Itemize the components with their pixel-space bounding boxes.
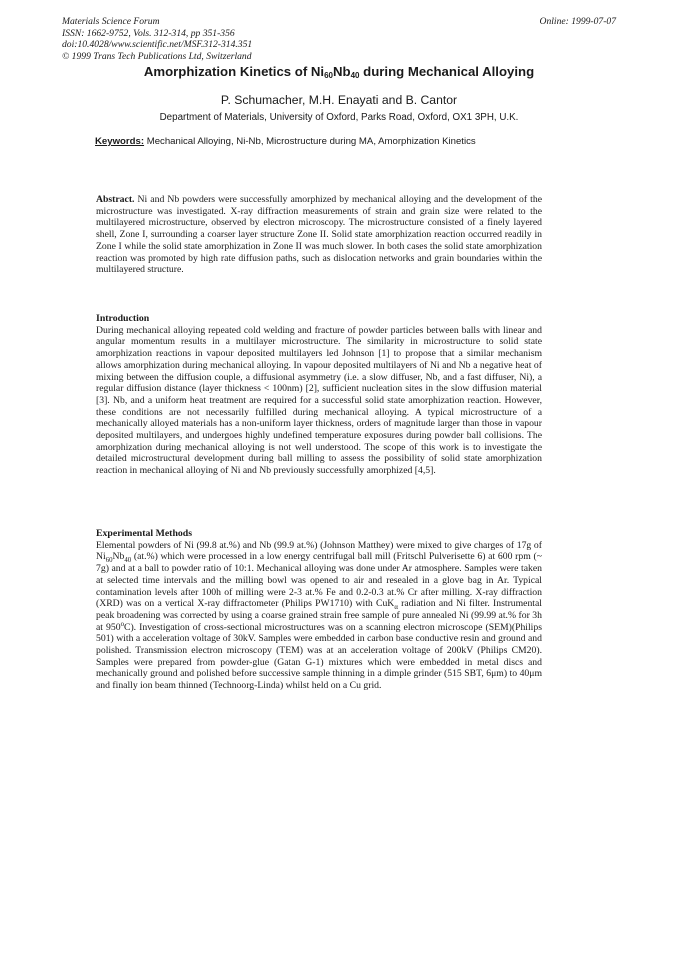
doi-line: doi:10.4028/www.scientific.net/MSF.312-314.351: [62, 39, 253, 51]
journal-header: [62, 16, 622, 62]
experimental-text: [96, 540, 542, 692]
abstract-paragraph: [96, 194, 542, 276]
paper-title: [0, 64, 678, 79]
issn-line: ISSN: 1662-9752, Vols. 312-314, pp 351-356: [62, 27, 235, 39]
exp-subscript: α: [394, 604, 398, 612]
introduction-text: During mechanical alloying repeated cold welding and fracture of powder particles between balls with linear and angular momentum results in a multilayer microstructure. The similarity in microstructure to solid state amorphization reactions in vapour deposited multilayers led Johnson [1] to propose that a similar mechanism allows amorphization during mechanical alloying. In vapour deposited multilayers of Ni and Nb a negative heat of mixing between the diffusion couple, a diffusional asymmetry (i.e. a slow diffuser, Nb, and a fast diffuser, Ni), a regular diffusion distance (layer thickness < 100nm) [2], sufficient nucleation sites in the slow diffusion material [3]. Nb, and a uniform heat treatment are required for a successful solid state amorphization reaction. However, these conditions are not necessarily fulfilled during mechanical alloying. A typical microstructure of a mechanically alloyed materials has a non-uniform layer thickness, orders of magnitude larger than those in vapour deposited multilayers, and undergoes highly undefined temperature exposures during powder ball collisions. The amorphization during mechanical alloying is not well understood. The scope of this work is to investigate the detailed microstructural development during ball milling to assess the possibility of solid state amorphization reaction in mechanical alloying of Ni and Nb previously successfully amorphized [4,5].: [96, 324, 542, 477]
introduction-heading: Introduction: [96, 313, 150, 324]
title-part: Amorphization Kinetics of Ni: [143, 64, 325, 79]
affiliation: Department of Materials, University of Oxford, Parks Road, Oxford, OX1 3PH, U.K.: [159, 112, 519, 123]
title-subscript: 60: [324, 71, 333, 80]
exp-subscript: 60: [105, 557, 113, 565]
exp-subscript: 40: [124, 557, 132, 565]
title-subscript: 40: [350, 71, 360, 80]
exp-text: Nb: [112, 551, 125, 563]
exp-superscript: o: [120, 620, 124, 628]
exp-text: (at.%) which were processed in a low energy centrifugal ball mill (Fritschl Pulverisette 6) at 600 rpm (~ 7g) and at a ball to powder ratio of 10:1. Mechanical alloying was done under Ar atmosphere. Samples were taken at selected time intervals and the milling bowl was opened to air and resealed in a glove bag in Ar. Typical contamination levels after 100h of milling were 2-3 at.% Fe and 0.2-0.3 at.% Cr after milling. X-ray diffraction (XRD) was on a vertical X-ray diffractometer (Philips PW1710) with CuK: [96, 551, 542, 610]
abstract-label: Abstract.: [96, 194, 135, 205]
authors: P. Schumacher, M.H. Enayati and B. Cantor: [220, 93, 458, 107]
keywords-text: Mechanical Alloying, Ni-Nb, Microstructure during MA, Amorphization Kinetics: [144, 136, 476, 147]
introduction-section: [96, 313, 542, 477]
abstract-text: Ni and Nb powders were successfully amorphized by mechanical alloying and the development of the microstructure was investigated. X-ray diffraction measurements of strain and grain size were related to the multilayered microstructure, observed by electron microscopy. The microstructure consisted of a finely layered shell, Zone I, surrounding a coarser layer structure Zone II. Solid state amorphization reaction occurred readily in Zone I while the solid state amorphization in Zone II was much slower. In both cases the solid state amorphization reaction was promoted by high rate diffusion paths, such as dislocation networks and grain boundaries within the multilayered structure.: [96, 194, 542, 276]
experimental-heading: Experimental Methods: [96, 528, 193, 539]
exp-text: Elemental powders of Ni (99.8 at.%) and Nb (99.9 at.%) (Johnson Matthey) were mixed to give charges of 17g of Ni: [96, 539, 542, 563]
keywords: [95, 136, 476, 147]
title-part: during Mechanical Alloying: [359, 64, 535, 79]
journal-name: Materials Science Forum: [62, 16, 160, 27]
abstract-section: [96, 194, 542, 276]
title-part: Nb: [333, 64, 351, 79]
exp-text: C). Investigation of cross-sectional microstructures was on a scanning electron microscope (SEM)(Philips 501) with a acceleration voltage of 30kV. Samples were embedded in carbon base conductive resin and ground and polished. Transmission electron microscopy (TEM) was at an acceleration voltage of 200kV (Philips CM20). Samples were prepared from powder-glue (Gatan G-1) mixtures which were embedded in metal discs and mechanically ground and polished before successive sample thinning in a dimple grinder (515 SBT, 6μm) to 40μm and finally ion beam thinned (Technoorg-Linda) whilst held on a Cu grid.: [96, 621, 542, 692]
keywords-label: Keywords:: [95, 136, 145, 147]
exp-text: radiation and Ni filter. Instrumental peak broadening was corrected by using a coarse grained strain free sample of pure annealed Ni (99.99 at.% for 3h at 950: [96, 598, 542, 633]
online-date: Online: 1999-07-07: [539, 16, 616, 27]
copyright-line: © 1999 Trans Tech Publications Ltd, Switzerland: [62, 50, 252, 62]
experimental-section: [96, 528, 542, 692]
